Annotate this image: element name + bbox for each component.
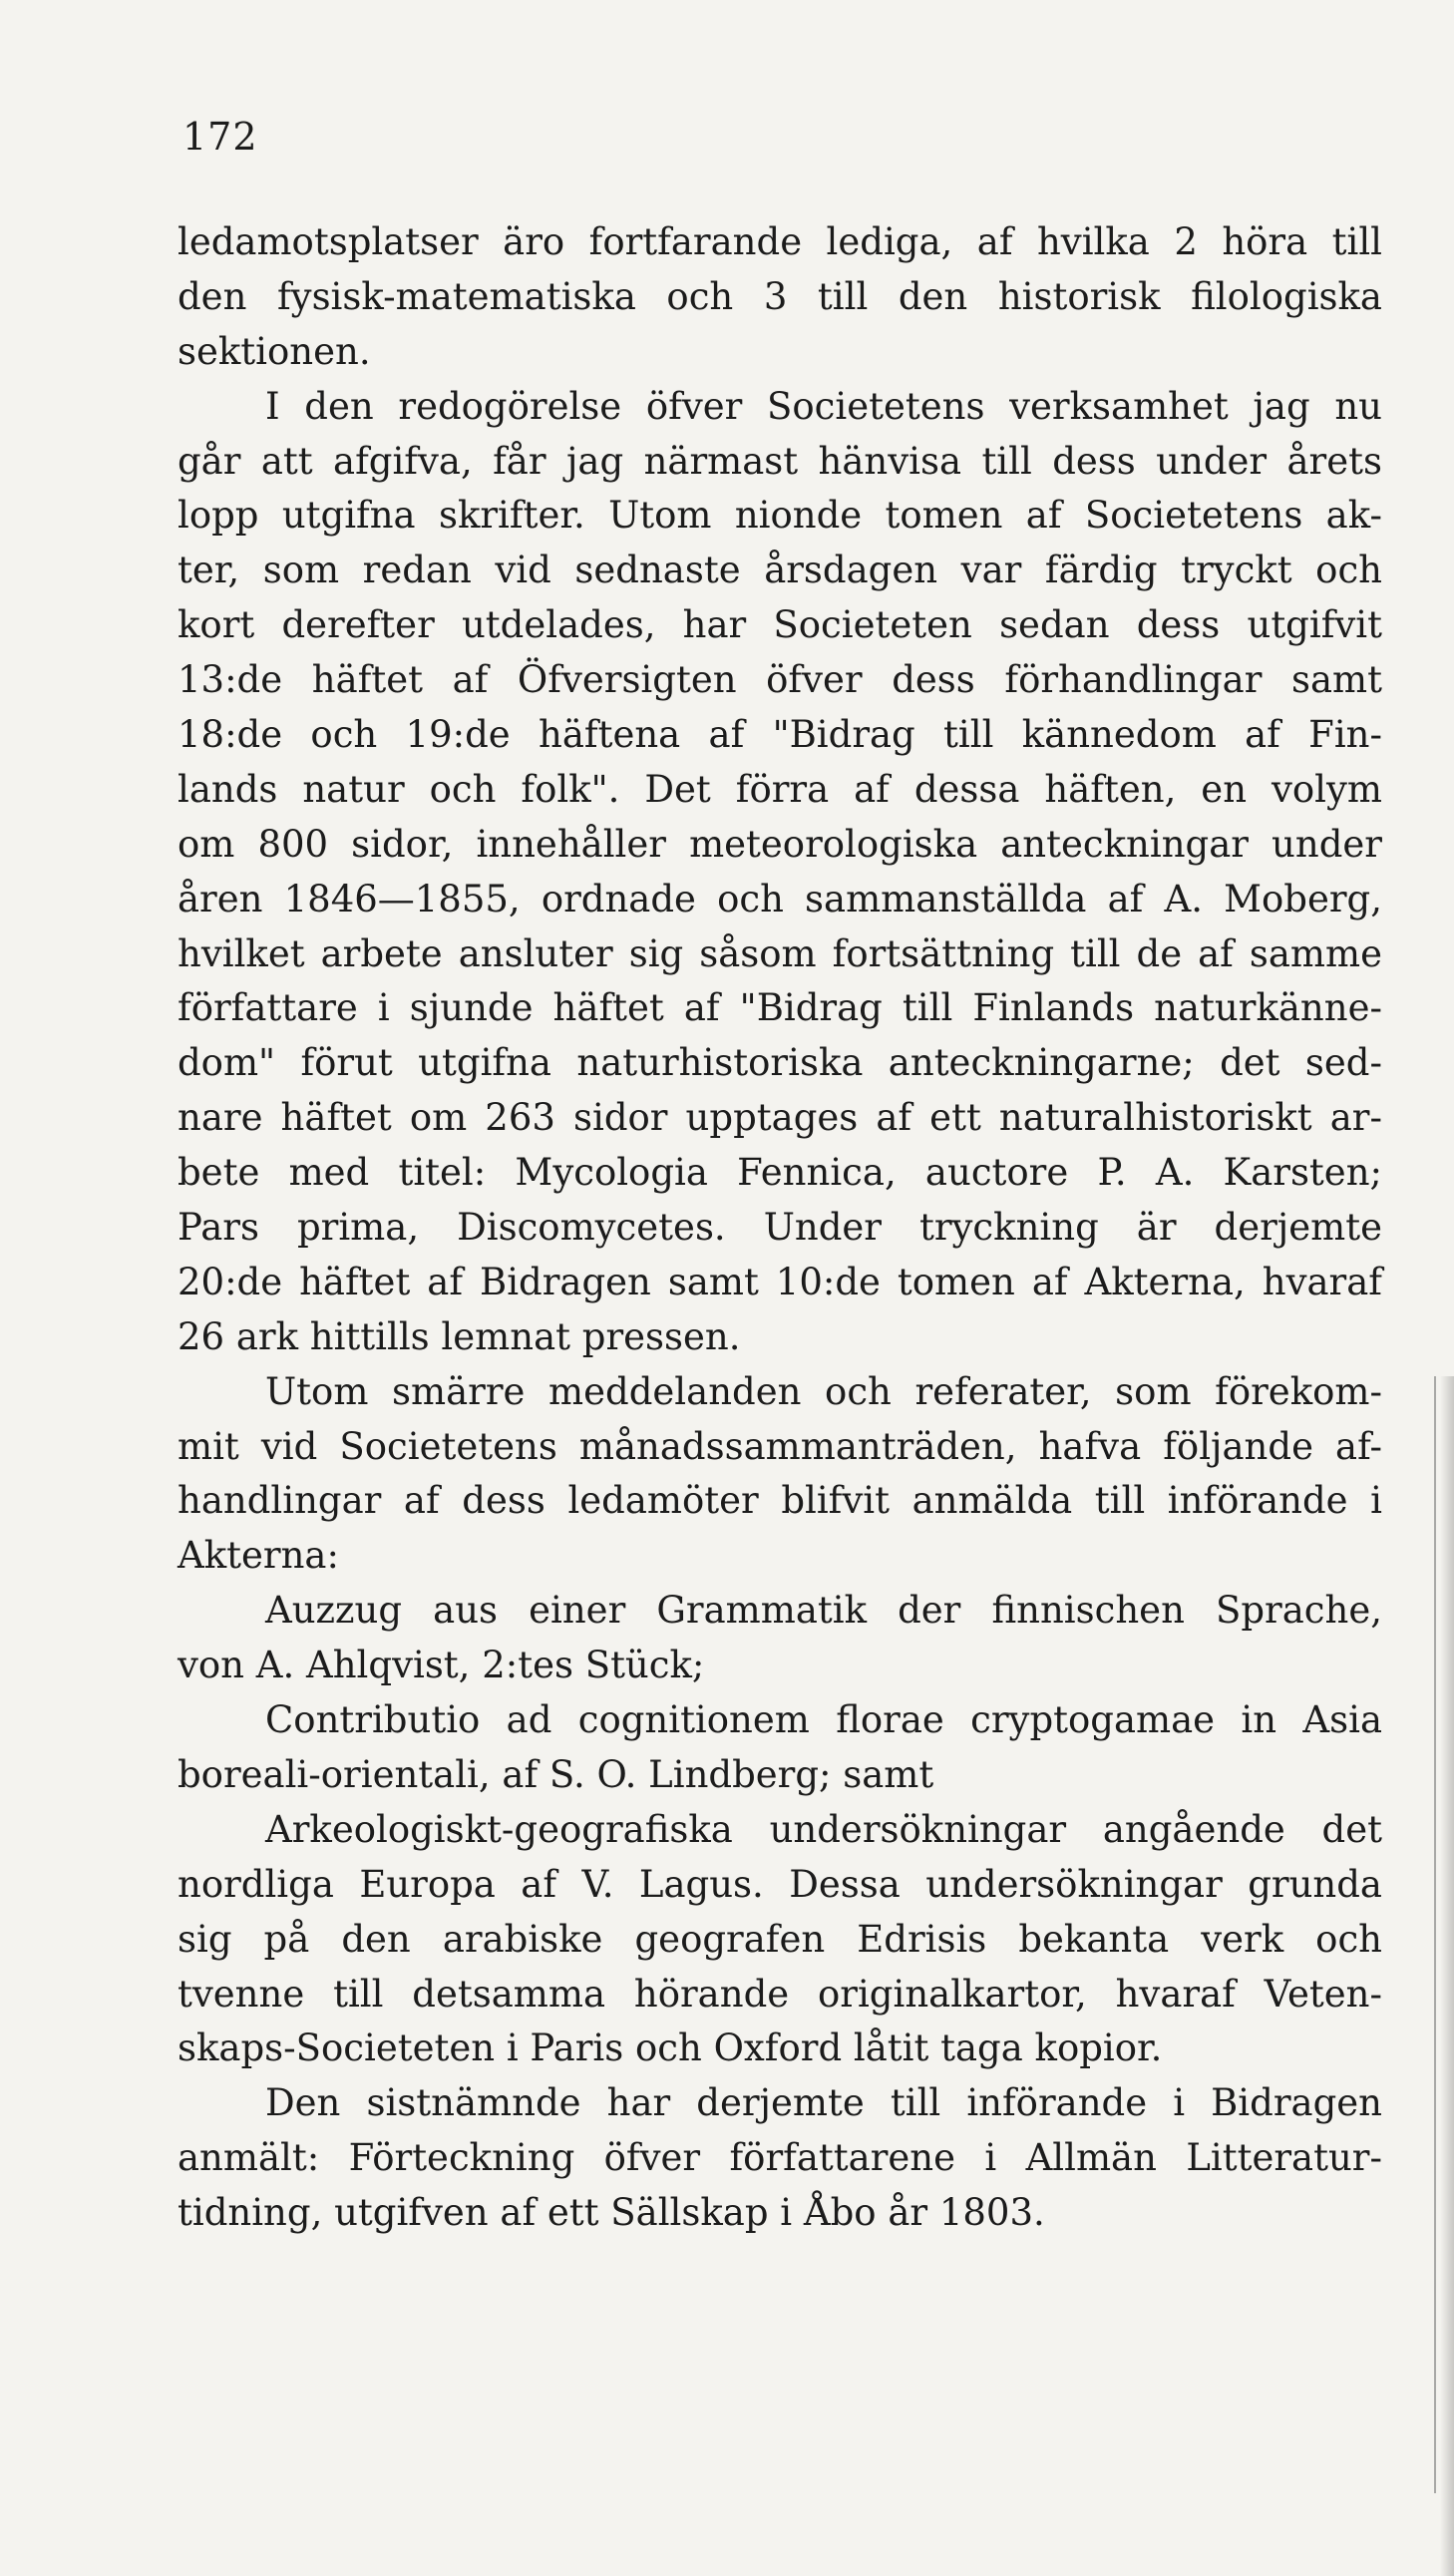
text-line: om 800 sidor, innehåller meteorologiska anteckningar under xyxy=(178,822,1382,866)
text-line: Den sistnämnde har derjemte till införande i Bidragen xyxy=(265,2081,1382,2125)
text-line: lopp utgifna skrifter. Utom nionde tomen af Societetens ak- xyxy=(178,494,1382,538)
text-line: författare i sjunde häftet af "Bidrag till Finlands naturkänne- xyxy=(178,986,1382,1030)
text-line: hvilket arbete ansluter sig såsom fortsättning till de af samme xyxy=(178,931,1382,975)
text-line: Arkeologiskt-geografiska undersökningar angående det xyxy=(265,1807,1382,1851)
text-line: dom" förut utgifna naturhistoriska anteckningarne; det sed- xyxy=(178,1041,1382,1085)
text-line: anmält: Förteckning öfver författarene i Allmän Litteratur- xyxy=(178,2136,1382,2180)
text-line: går att afgifva, får jag närmast hänvisa till dess under årets xyxy=(178,439,1382,483)
text-line: Contributio ad cognitionem florae cryptogamae in Asia xyxy=(265,1698,1382,1742)
text-line: sig på den arabiske geografen Edrisis bekanta verk och xyxy=(178,1917,1382,1961)
text-line: den fysisk-matematiska och 3 till den historisk filologiska xyxy=(178,274,1382,318)
text-line: handlingar af dess ledamöter blifvit anmälda till införande i xyxy=(178,1479,1382,1523)
page-edge-shadow xyxy=(1440,1376,1454,2576)
text-line: lands natur och folk". Det förra af dessa häften, en volym xyxy=(178,767,1382,811)
text-line: Auzzug aus einer Grammatik der finnischen Sprache, xyxy=(265,1589,1382,1633)
text-line: 13:de häftet af Öfversigten öfver dess förhandlingar samt xyxy=(178,658,1382,702)
text-line: åren 1846—1855, ordnade och sammanställda af A. Moberg, xyxy=(178,877,1382,920)
text-line: 26 ark hittills lemnat pressen. xyxy=(178,1314,741,1358)
text-line: kort derefter utdelades, har Societeten sedan dess utgifvit xyxy=(178,603,1382,647)
text-line: nordliga Europa af V. Lagus. Dessa undersökningar grunda xyxy=(178,1862,1382,1906)
page-number: 172 xyxy=(182,115,258,159)
text-line: ter, som redan vid sednaste årsdagen var färdig tryckt och xyxy=(178,549,1382,592)
text-line: nare häftet om 263 sidor upptages af ett naturalhistoriskt ar- xyxy=(178,1096,1382,1140)
text-line: tidning, utgifven af ett Sällskap i Åbo år 1803. xyxy=(178,2191,1045,2235)
text-line: sektionen. xyxy=(178,329,371,373)
text-line: mit vid Societetens månadssammanträden, hafva följande af- xyxy=(178,1424,1382,1468)
body-text xyxy=(178,215,1382,2241)
text-line: Utom smärre meddelanden och referater, som förekom- xyxy=(265,1369,1382,1413)
text-line: boreali-orientali, af S. O. Lindberg; samt xyxy=(178,1752,934,1796)
text-line: ledamotsplatser äro fortfarande lediga, af hvilka 2 höra till xyxy=(178,220,1382,263)
text-line: Pars prima, Discomycetes. Under tryckning är derjemte xyxy=(178,1206,1382,1250)
text-line: I den redogörelse öfver Societetens verksamhet jag nu xyxy=(265,384,1382,428)
text-line: von A. Ahlqvist, 2:tes Stück; xyxy=(178,1644,705,1687)
text-line: 20:de häftet af Bidragen samt 10:de tomen af Akterna, hvaraf xyxy=(178,1260,1382,1303)
text-line: tvenne till detsamma hörande originalkartor, hvaraf Veten- xyxy=(178,1972,1382,2016)
text-line: bete med titel: Mycologia Fennica, auctore P. A. Karsten; xyxy=(178,1151,1382,1195)
page-edge-line xyxy=(1434,1376,1436,2493)
text-line: skaps-Societeten i Paris och Oxford låtit taga kopior. xyxy=(178,2026,1163,2070)
text-line: 18:de och 19:de häftena af "Bidrag till kännedom af Fin- xyxy=(178,713,1382,757)
text-line: Akterna: xyxy=(178,1534,339,1578)
